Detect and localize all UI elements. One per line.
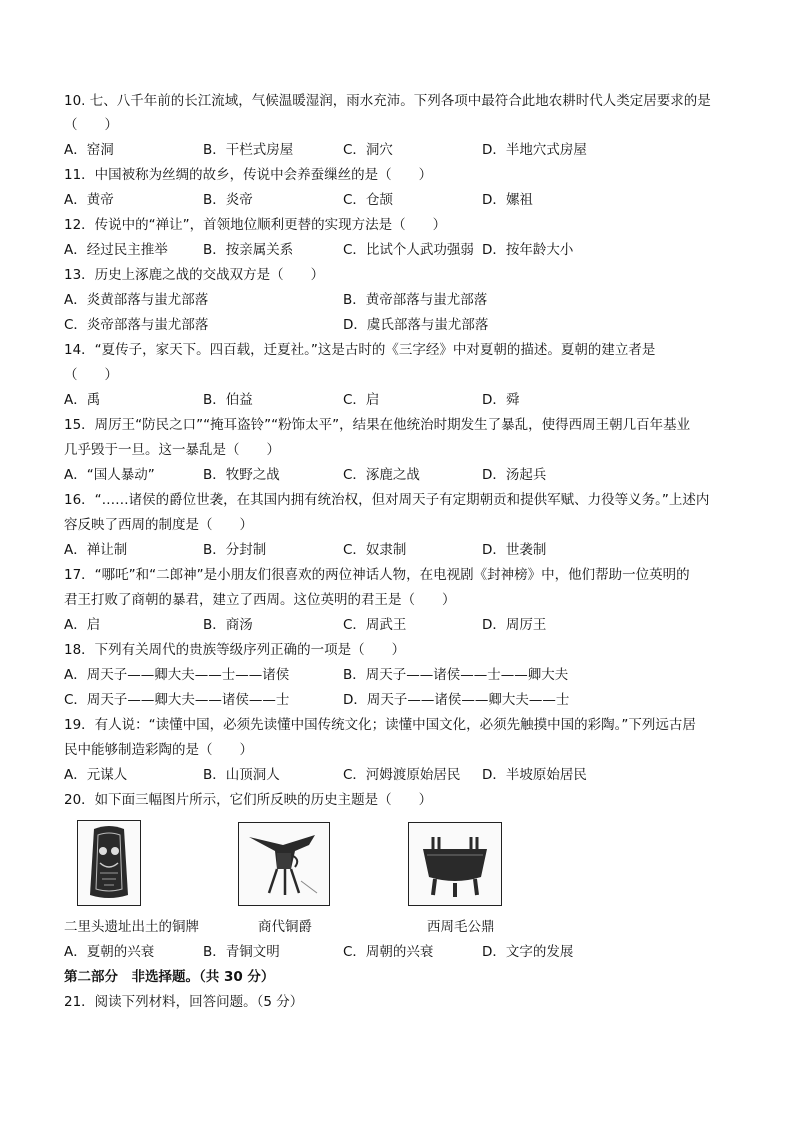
question-18-stem: 18．下列有关周代的贵族等级序列正确的一项是（ ） xyxy=(64,642,406,658)
question-19-options xyxy=(64,766,744,784)
figure-caption-plaque: 二里头遗址出土的铜牌 xyxy=(64,919,199,935)
bronze-plaque-image xyxy=(78,821,140,905)
question-16-options xyxy=(64,541,744,559)
figure-caption-jue: 商代铜爵 xyxy=(258,919,312,935)
question-14-stem-line2: （ ） xyxy=(64,367,118,383)
option-b[interactable]: B．商汤 xyxy=(203,617,253,633)
option-a[interactable]: A．“国人暴动” xyxy=(64,467,155,483)
section-2-title: 第二部分 非选择题。（共 30 分） xyxy=(64,969,275,985)
option-b[interactable]: B．炎帝 xyxy=(203,192,253,208)
option-a[interactable]: A．禹 xyxy=(64,392,101,408)
option-d[interactable]: D．半地穴式房屋 xyxy=(482,142,587,158)
option-a[interactable]: A．炎黄部落与蚩尤部落 xyxy=(64,292,209,308)
option-b[interactable]: B．黄帝部落与蚩尤部落 xyxy=(343,292,488,308)
question-16-stem-line2: 容反映了西周的制度是（ ） xyxy=(64,517,253,533)
option-d[interactable]: D．汤起兵 xyxy=(482,467,547,483)
option-a[interactable]: A．夏朝的兴衰 xyxy=(64,944,155,960)
option-d[interactable]: D．半坡原始居民 xyxy=(482,767,587,783)
question-16-stem-line1: 16．“……诸侯的爵位世袭，在其国内拥有统治权，但对周天子有定期朝贡和提供军赋、力役等义务。”上述内 xyxy=(64,492,710,508)
bronze-jue-figure xyxy=(238,822,330,906)
bronze-ding-image xyxy=(409,823,501,905)
option-c[interactable]: C．比试个人武功强弱 xyxy=(343,242,474,258)
option-d[interactable]: D．文字的发展 xyxy=(482,944,574,960)
question-14-options xyxy=(64,391,744,409)
question-13-options-row1 xyxy=(64,291,744,309)
bronze-ding-figure xyxy=(408,822,502,906)
bronze-jue-image xyxy=(239,823,329,905)
option-a[interactable]: A．启 xyxy=(64,617,101,633)
option-c[interactable]: C．奴隶制 xyxy=(343,542,407,558)
option-a[interactable]: A．黄帝 xyxy=(64,192,114,208)
option-d[interactable]: D．虞氏部落与蚩尤部落 xyxy=(343,317,489,333)
option-a[interactable]: A．元谋人 xyxy=(64,767,128,783)
question-10-options xyxy=(64,141,744,159)
question-15-stem-line1: 15．周厉王“防民之口”“掩耳盗铃”“粉饰太平”，结果在他统治时期发生了暴乱，使得西周王朝几百年基业 xyxy=(64,417,691,433)
option-c[interactable]: C．涿鹿之战 xyxy=(343,467,420,483)
option-c[interactable]: C．启 xyxy=(343,392,380,408)
question-14-stem-line1: 14．“夏传子，家天下。四百载，迁夏社。”这是古时的《三字经》中对夏朝的描述。夏朝的建立者是 xyxy=(64,342,656,358)
option-d[interactable]: D．按年龄大小 xyxy=(482,242,574,258)
question-13-stem: 13．历史上涿鹿之战的交战双方是（ ） xyxy=(64,267,325,283)
option-b[interactable]: B．山顶洞人 xyxy=(203,767,280,783)
question-10-stem-line1: 10. 七、八千年前的长江流域，气候温暖湿润，雨水充沛。下列各项中最符合此地农耕时代人类定居要求的是 xyxy=(64,93,711,109)
question-20-options xyxy=(64,943,744,961)
option-c[interactable]: C．河姆渡原始居民 xyxy=(343,767,461,783)
option-a[interactable]: A．经过民主推举 xyxy=(64,242,168,258)
option-c[interactable]: C．仓颉 xyxy=(343,192,393,208)
question-21-stem: 21．阅读下列材料，回答问题。（5 分） xyxy=(64,994,304,1010)
question-17-stem-line1: 17．“哪吒”和“二郎神”是小朋友们很喜欢的两位神话人物，在电视剧《封神榜》中，他们帮助一位英明的 xyxy=(64,567,690,583)
option-a[interactable]: A．周天子——卿大夫——士——诸侯 xyxy=(64,667,290,683)
question-18-options-row2 xyxy=(64,691,744,709)
question-19-stem-line1: 19．有人说：“读懂中国，必须先读懂中国传统文化；读懂中国文化，必须先触摸中国的彩陶。”下列远古居 xyxy=(64,717,696,733)
option-b[interactable]: B．青铜文明 xyxy=(203,944,280,960)
question-12-stem: 12．传说中的“禅让”，首领地位顺利更替的实现方法是（ ） xyxy=(64,217,447,233)
option-c[interactable]: C．周武王 xyxy=(343,617,407,633)
option-d[interactable]: D．周天子——诸侯——卿大夫——士 xyxy=(343,692,570,708)
option-c[interactable]: C．炎帝部落与蚩尤部落 xyxy=(64,317,209,333)
option-b[interactable]: B．伯益 xyxy=(203,392,253,408)
option-a[interactable]: A．禅让制 xyxy=(64,542,128,558)
option-c[interactable]: C．周朝的兴衰 xyxy=(343,944,434,960)
option-c[interactable]: C．周天子——卿大夫——诸侯——士 xyxy=(64,692,290,708)
question-15-stem-line2: 几乎毁于一旦。这一暴乱是（ ） xyxy=(64,442,280,458)
option-b[interactable]: B．干栏式房屋 xyxy=(203,142,294,158)
question-15-options xyxy=(64,466,744,484)
option-b[interactable]: B．牧野之战 xyxy=(203,467,280,483)
question-10-stem-line2: （ ） xyxy=(64,117,118,133)
question-17-stem-line2: 君王打败了商朝的暴君，建立了西周。这位英明的君王是（ ） xyxy=(64,592,456,608)
option-b[interactable]: B．分封制 xyxy=(203,542,267,558)
option-b[interactable]: B．按亲属关系 xyxy=(203,242,294,258)
question-17-options xyxy=(64,616,744,634)
question-12-options xyxy=(64,241,744,259)
question-11-stem: 11．中国被称为丝绸的故乡，传说中会养蚕缫丝的是（ ） xyxy=(64,167,433,183)
option-c[interactable]: C．洞穴 xyxy=(343,142,393,158)
option-a[interactable]: A．窑洞 xyxy=(64,142,114,158)
question-13-options-row2 xyxy=(64,316,744,334)
option-b[interactable]: B．周天子——诸侯——士——卿大夫 xyxy=(343,667,569,683)
question-20-stem: 20．如下面三幅图片所示，它们所反映的历史主题是（ ） xyxy=(64,792,433,808)
question-18-options-row1 xyxy=(64,666,744,684)
option-d[interactable]: D．周厉王 xyxy=(482,617,547,633)
bronze-plaque-figure xyxy=(77,820,141,906)
question-19-stem-line2: 民中能够制造彩陶的是（ ） xyxy=(64,742,253,758)
option-d[interactable]: D．嫘祖 xyxy=(482,192,533,208)
question-11-options xyxy=(64,191,744,209)
option-d[interactable]: D．世袭制 xyxy=(482,542,547,558)
figure-caption-ding: 西周毛公鼎 xyxy=(427,919,495,935)
option-d[interactable]: D．舜 xyxy=(482,392,520,408)
